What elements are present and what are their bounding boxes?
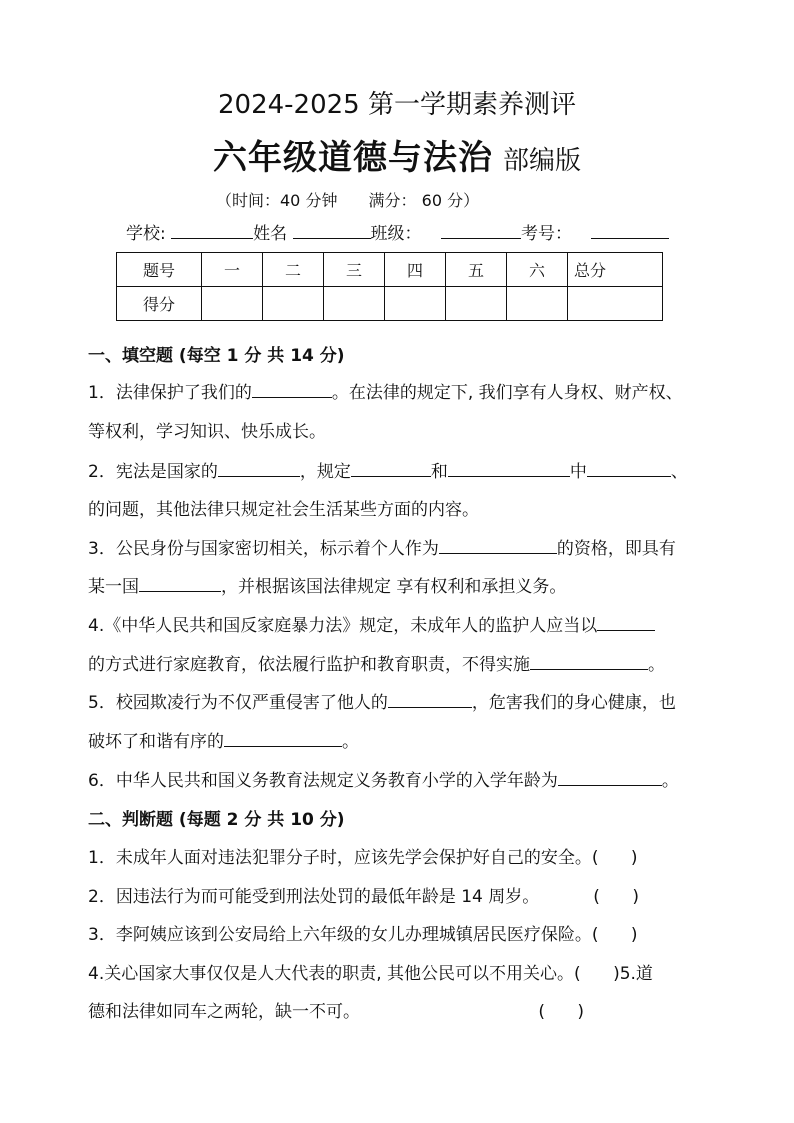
question-text: 3．公民身份与国家密切相关，标示着个人作为 — [88, 539, 439, 559]
exam-subject-title — [0, 130, 794, 179]
answer-blank[interactable] — [351, 458, 431, 477]
fill-question-1 — [88, 378, 683, 403]
question-text: ，危害我们的身心健康，也 — [471, 693, 676, 713]
judge-question-5: 德和法律如同车之两轮，缺一不可。 ( ) — [88, 1002, 585, 1022]
answer-blank[interactable] — [558, 767, 662, 786]
score-cell[interactable] — [568, 287, 663, 321]
answer-blank[interactable] — [139, 573, 221, 592]
table-cell: 六 — [507, 253, 568, 287]
question-text: 5．校园欺凌行为不仅严重侵害了他人的 — [88, 693, 388, 713]
edition-label: 部编版 — [502, 146, 581, 176]
fill-question-2-cont: 的问题，其他法律只规定社会生活某些方面的内容。 — [88, 500, 479, 520]
class-blank[interactable] — [441, 220, 521, 239]
answer-blank[interactable] — [218, 458, 300, 477]
table-cell: 得分 — [117, 287, 202, 321]
fill-question-5 — [88, 688, 676, 713]
score-cell[interactable] — [263, 287, 324, 321]
fill-question-1-cont: 等权利，学习知识、快乐成长。 — [88, 422, 326, 442]
question-text: 。 — [342, 732, 359, 752]
question-text: 、 — [670, 462, 688, 482]
answer-blank[interactable] — [587, 458, 671, 477]
answer-blank[interactable] — [252, 379, 332, 398]
exam-time-info — [216, 188, 483, 211]
table-cell: 三 — [324, 253, 385, 287]
exam-term-title: 2024-2025 第一学期素养测评 — [218, 90, 576, 120]
fill-question-3-cont — [88, 572, 566, 597]
number-blank[interactable] — [591, 220, 669, 239]
answer-blank[interactable] — [448, 458, 570, 477]
question-text: 中 — [569, 462, 587, 482]
student-info-line — [126, 219, 669, 244]
table-cell: 题号 — [117, 253, 202, 287]
fill-question-4 — [88, 611, 655, 636]
school-label: 学校: — [126, 224, 166, 244]
table-cell: 一 — [202, 253, 263, 287]
section1-title: 一、填空题 (每空 1 分 共 14 分) — [88, 346, 345, 366]
fill-question-3 — [88, 534, 676, 559]
score-cell[interactable] — [324, 287, 385, 321]
answer-blank[interactable] — [439, 535, 557, 554]
fill-question-2 — [88, 457, 688, 482]
answer-blank[interactable] — [530, 651, 648, 670]
question-text: 。 — [648, 655, 665, 675]
answer-blank[interactable] — [597, 612, 655, 631]
table-row — [117, 253, 663, 287]
time-limit: （时间：40 分钟 — [216, 191, 338, 210]
subject-name: 六年级道德与法治 — [212, 138, 493, 178]
table-cell: 五 — [446, 253, 507, 287]
table-cell: 二 — [263, 253, 324, 287]
question-text: 1．法律保护了我们的 — [88, 383, 252, 403]
score-cell[interactable] — [202, 287, 263, 321]
question-text: 的方式进行家庭教育，依法履行监护和教育职责，不得实施 — [88, 655, 530, 675]
score-table — [116, 252, 663, 321]
table-cell: 四 — [385, 253, 446, 287]
judge-question-3: 3．李阿姨应该到公安局给上六年级的女儿办理城镇居民医疗保险。( ) — [88, 925, 638, 945]
score-cell[interactable] — [385, 287, 446, 321]
question-text: 4.《中华人民共和国反家庭暴力法》规定，未成年人的监护人应当以 — [88, 616, 598, 636]
section2-title: 二、判断题 (每题 2 分 共 10 分) — [88, 810, 345, 830]
question-text: 的资格，即具有 — [556, 539, 676, 559]
score-cell[interactable] — [446, 287, 507, 321]
question-text: 6．中华人民共和国义务教育法规定义务教育小学的入学年龄为 — [88, 771, 558, 791]
question-text: 。在法律的规定下, 我们享有人身权、财产权、 — [331, 383, 683, 403]
school-blank[interactable] — [171, 220, 253, 239]
full-score: 满分： 60 分） — [368, 191, 480, 210]
question-text: 破坏了和谐有序的 — [88, 732, 224, 752]
table-row — [117, 287, 663, 321]
fill-question-5-cont — [88, 727, 359, 752]
question-text: ，规定 — [299, 462, 351, 482]
question-text: 2．宪法是国家的 — [88, 462, 218, 482]
table-cell: 总分 — [568, 253, 663, 287]
class-label: 班级： — [370, 224, 422, 244]
name-blank[interactable] — [293, 220, 371, 239]
judge-question-4: 4.关心国家大事仅仅是人大代表的职责, 其他公民可以不用关心。( )5.道 — [88, 964, 653, 984]
answer-blank[interactable] — [388, 689, 472, 708]
name-label: 姓名 — [253, 224, 288, 244]
answer-blank[interactable] — [224, 728, 342, 747]
score-cell[interactable] — [507, 287, 568, 321]
question-text: 和 — [430, 462, 448, 482]
fill-question-4-cont — [88, 650, 665, 675]
question-text: 某一国 — [88, 577, 139, 597]
number-label: 考号： — [520, 224, 572, 244]
question-text: ，并根据该国法律规定 享有权利和承担义务。 — [221, 577, 567, 597]
judge-question-2: 2．因违法行为而可能受到刑法处罚的最低年龄是 14 周岁。 ( ) — [88, 887, 639, 907]
fill-question-6 — [88, 766, 679, 791]
judge-question-1: 1．未成年人面对违法犯罪分子时，应该先学会保护好自己的安全。( ) — [88, 848, 638, 868]
question-text: 。 — [661, 771, 679, 791]
